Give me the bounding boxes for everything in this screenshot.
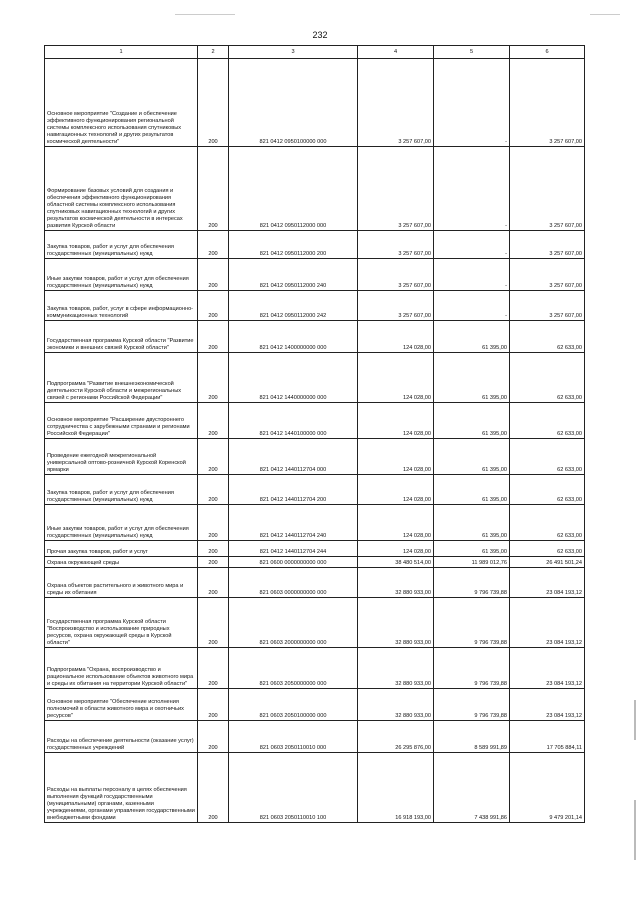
row-unexecuted-amount: 62 633,00 bbox=[510, 439, 585, 475]
row-code-line: 200 bbox=[198, 557, 229, 568]
table-row bbox=[45, 475, 585, 505]
table-row bbox=[45, 648, 585, 689]
scan-artifact bbox=[590, 14, 620, 15]
row-executed-amount: 61 395,00 bbox=[434, 403, 510, 439]
row-description: Основное мероприятие "Обеспечение исполнения полномочий в области животного мира и охотничьих ресурсов" bbox=[45, 689, 198, 721]
row-budget-classification: 821 0412 1440112704 000 bbox=[229, 439, 358, 475]
row-budget-classification: 821 0412 1440112704 240 bbox=[229, 505, 358, 541]
row-description: Государственная программа Курской области "Развитие экономики и внешних связей Курской области" bbox=[45, 321, 198, 353]
row-code-line: 200 bbox=[198, 541, 229, 557]
table-row bbox=[45, 753, 585, 823]
row-approved-amount: 124 028,00 bbox=[358, 403, 434, 439]
row-code-line: 200 bbox=[198, 59, 229, 147]
row-unexecuted-amount: 23 084 193,12 bbox=[510, 648, 585, 689]
table-body bbox=[45, 59, 585, 823]
row-unexecuted-amount: 62 633,00 bbox=[510, 353, 585, 403]
scan-edge-mark bbox=[634, 800, 636, 860]
row-code-line: 200 bbox=[198, 598, 229, 648]
row-code-line: 200 bbox=[198, 259, 229, 291]
row-description: Закупка товаров, работ и услуг для обеспечения государственных (муниципальных) нужд bbox=[45, 475, 198, 505]
table-row bbox=[45, 439, 585, 475]
table-row bbox=[45, 231, 585, 259]
row-unexecuted-amount: 3 257 607,00 bbox=[510, 259, 585, 291]
row-executed-amount: 11 989 012,76 bbox=[434, 557, 510, 568]
row-code-line: 200 bbox=[198, 439, 229, 475]
row-unexecuted-amount: 26 491 501,24 bbox=[510, 557, 585, 568]
page-number: 232 bbox=[312, 30, 328, 40]
row-description: Основное мероприятие "Создание и обеспечение эффективного функционирования региональной системы комплексного использования спутниковых навигационных технологий и других результатов космической деятельности" bbox=[45, 59, 198, 147]
row-description: Иные закупки товаров, работ и услуг для обеспечения государственных (муниципальных) нужд bbox=[45, 505, 198, 541]
table-row bbox=[45, 259, 585, 291]
row-executed-amount: - bbox=[434, 147, 510, 231]
row-budget-classification: 821 0412 0950112000 242 bbox=[229, 291, 358, 321]
row-description: Подпрограмма "Развитие внешнеэкономической деятельности Курской области и межрегиональных связей с регионами Российской Федерации" bbox=[45, 353, 198, 403]
row-budget-classification: 821 0603 2050110010 000 bbox=[229, 721, 358, 753]
column-header: 2 bbox=[198, 46, 229, 59]
table-row bbox=[45, 689, 585, 721]
row-approved-amount: 124 028,00 bbox=[358, 321, 434, 353]
row-description: Формирование базовых условий для создания и обеспечения эффективного функционирования областной системы комплексного использования спутниковых навигационных технологий и других результатов космической деятельности в интересах развития Курской области bbox=[45, 147, 198, 231]
row-approved-amount: 32 880 933,00 bbox=[358, 598, 434, 648]
row-code-line: 200 bbox=[198, 721, 229, 753]
table-row bbox=[45, 557, 585, 568]
row-approved-amount: 124 028,00 bbox=[358, 541, 434, 557]
row-budget-classification: 821 0603 0000000000 000 bbox=[229, 568, 358, 598]
row-approved-amount: 124 028,00 bbox=[358, 505, 434, 541]
scan-artifact bbox=[175, 14, 235, 15]
row-code-line: 200 bbox=[198, 231, 229, 259]
row-unexecuted-amount: 62 633,00 bbox=[510, 321, 585, 353]
row-executed-amount: 61 395,00 bbox=[434, 321, 510, 353]
row-budget-classification: 821 0412 1440112704 200 bbox=[229, 475, 358, 505]
row-executed-amount: 61 395,00 bbox=[434, 439, 510, 475]
row-approved-amount: 38 480 514,00 bbox=[358, 557, 434, 568]
row-description: Закупка товаров, работ, услуг в сфере информационно-коммуникационных технологий bbox=[45, 291, 198, 321]
row-approved-amount: 3 257 607,00 bbox=[358, 59, 434, 147]
row-approved-amount: 32 880 933,00 bbox=[358, 689, 434, 721]
row-executed-amount: 9 796 739,88 bbox=[434, 568, 510, 598]
table-row bbox=[45, 59, 585, 147]
row-description: Расходы на обеспечение деятельности (оказание услуг) государственных учреждений bbox=[45, 721, 198, 753]
column-header: 6 bbox=[510, 46, 585, 59]
row-budget-classification: 821 0412 0950112000 000 bbox=[229, 147, 358, 231]
row-unexecuted-amount: 3 257 607,00 bbox=[510, 231, 585, 259]
row-description: Основное мероприятие "Расширение двустороннего сотрудничества с зарубежными странами и регионами Российской Федерации" bbox=[45, 403, 198, 439]
row-code-line: 200 bbox=[198, 353, 229, 403]
row-budget-classification: 821 0603 2050110010 100 bbox=[229, 753, 358, 823]
table-row bbox=[45, 568, 585, 598]
column-header: 1 bbox=[45, 46, 198, 59]
row-budget-classification: 821 0412 1400000000 000 bbox=[229, 321, 358, 353]
row-approved-amount: 32 880 933,00 bbox=[358, 568, 434, 598]
row-budget-classification: 821 0412 1440112704 244 bbox=[229, 541, 358, 557]
row-unexecuted-amount: 23 084 193,12 bbox=[510, 689, 585, 721]
row-executed-amount: - bbox=[434, 259, 510, 291]
row-description: Расходы на выплаты персоналу в целях обеспечения выполнения функций государственными (муниципальными) органами, казенными учреждениями, органами управления государственными внебюджетными фондами bbox=[45, 753, 198, 823]
row-code-line: 200 bbox=[198, 291, 229, 321]
row-budget-classification: 821 0412 1440100000 000 bbox=[229, 403, 358, 439]
row-description: Закупка товаров, работ и услуг для обеспечения государственных (муниципальных) нужд bbox=[45, 231, 198, 259]
row-unexecuted-amount: 17 705 884,11 bbox=[510, 721, 585, 753]
row-code-line: 200 bbox=[198, 505, 229, 541]
row-description: Проведение ежегодной межрегиональной универсальной оптово-розничной Курской Коренской ярмарки bbox=[45, 439, 198, 475]
row-executed-amount: 61 395,00 bbox=[434, 505, 510, 541]
row-code-line: 200 bbox=[198, 648, 229, 689]
row-executed-amount: - bbox=[434, 59, 510, 147]
row-unexecuted-amount: 62 633,00 bbox=[510, 475, 585, 505]
column-header: 3 bbox=[229, 46, 358, 59]
row-budget-classification: 821 0412 0950112000 200 bbox=[229, 231, 358, 259]
row-code-line: 200 bbox=[198, 147, 229, 231]
row-unexecuted-amount: 23 084 193,12 bbox=[510, 598, 585, 648]
row-unexecuted-amount: 3 257 607,00 bbox=[510, 291, 585, 321]
row-executed-amount: 9 796 739,88 bbox=[434, 689, 510, 721]
row-budget-classification: 821 0603 2050100000 000 bbox=[229, 689, 358, 721]
row-budget-classification: 821 0603 2050000000 000 bbox=[229, 648, 358, 689]
table-row bbox=[45, 403, 585, 439]
row-executed-amount: 61 395,00 bbox=[434, 541, 510, 557]
row-code-line: 200 bbox=[198, 321, 229, 353]
column-header: 4 bbox=[358, 46, 434, 59]
row-approved-amount: 3 257 607,00 bbox=[358, 291, 434, 321]
row-budget-classification: 821 0600 0000000000 000 bbox=[229, 557, 358, 568]
row-approved-amount: 124 028,00 bbox=[358, 353, 434, 403]
row-description: Государственная программа Курской области "Воспроизводство и использование природных ресурсов, охрана окружающей среды в Курской области" bbox=[45, 598, 198, 648]
row-executed-amount: 7 438 991,86 bbox=[434, 753, 510, 823]
table-row bbox=[45, 505, 585, 541]
row-unexecuted-amount: 62 633,00 bbox=[510, 403, 585, 439]
row-code-line: 200 bbox=[198, 403, 229, 439]
row-description: Прочая закупка товаров, работ и услуг bbox=[45, 541, 198, 557]
row-executed-amount: - bbox=[434, 231, 510, 259]
row-unexecuted-amount: 62 633,00 bbox=[510, 541, 585, 557]
table-row bbox=[45, 353, 585, 403]
row-budget-classification: 821 0412 0950112000 240 bbox=[229, 259, 358, 291]
table-row bbox=[45, 721, 585, 753]
table-row bbox=[45, 541, 585, 557]
scan-edge-mark bbox=[634, 700, 636, 740]
row-executed-amount: 61 395,00 bbox=[434, 475, 510, 505]
row-unexecuted-amount: 9 479 201,14 bbox=[510, 753, 585, 823]
row-executed-amount: 9 796 739,88 bbox=[434, 598, 510, 648]
row-unexecuted-amount: 3 257 607,00 bbox=[510, 147, 585, 231]
row-description: Подпрограмма "Охрана, воспроизводство и рациональное использование объектов животного мира и среды их обитания на территории Курской области" bbox=[45, 648, 198, 689]
row-executed-amount: 9 796 739,88 bbox=[434, 648, 510, 689]
row-approved-amount: 26 295 876,00 bbox=[358, 721, 434, 753]
column-header: 5 bbox=[434, 46, 510, 59]
table-row bbox=[45, 291, 585, 321]
row-description: Охрана объектов растительного и животного мира и среды их обитания bbox=[45, 568, 198, 598]
row-unexecuted-amount: 3 257 607,00 bbox=[510, 59, 585, 147]
row-code-line: 200 bbox=[198, 568, 229, 598]
row-approved-amount: 3 257 607,00 bbox=[358, 259, 434, 291]
header-row bbox=[45, 46, 585, 59]
row-budget-classification: 821 0412 1440000000 000 bbox=[229, 353, 358, 403]
table-row bbox=[45, 321, 585, 353]
row-budget-classification: 821 0603 2000000000 000 bbox=[229, 598, 358, 648]
row-approved-amount: 16 918 193,00 bbox=[358, 753, 434, 823]
row-executed-amount: 8 589 991,89 bbox=[434, 721, 510, 753]
row-approved-amount: 124 028,00 bbox=[358, 475, 434, 505]
row-code-line: 200 bbox=[198, 475, 229, 505]
table-row bbox=[45, 598, 585, 648]
row-description: Иные закупки товаров, работ и услуг для обеспечения государственных (муниципальных) нужд bbox=[45, 259, 198, 291]
row-approved-amount: 124 028,00 bbox=[358, 439, 434, 475]
row-approved-amount: 32 880 933,00 bbox=[358, 648, 434, 689]
row-executed-amount: - bbox=[434, 291, 510, 321]
table-row bbox=[45, 147, 585, 231]
row-description: Охрана окружающей среды bbox=[45, 557, 198, 568]
row-unexecuted-amount: 62 633,00 bbox=[510, 505, 585, 541]
row-code-line: 200 bbox=[198, 689, 229, 721]
row-approved-amount: 3 257 607,00 bbox=[358, 231, 434, 259]
row-code-line: 200 bbox=[198, 753, 229, 823]
row-approved-amount: 3 257 607,00 bbox=[358, 147, 434, 231]
row-budget-classification: 821 0412 0950100000 000 bbox=[229, 59, 358, 147]
row-unexecuted-amount: 23 084 193,12 bbox=[510, 568, 585, 598]
row-executed-amount: 61 395,00 bbox=[434, 353, 510, 403]
budget-table bbox=[44, 45, 585, 823]
